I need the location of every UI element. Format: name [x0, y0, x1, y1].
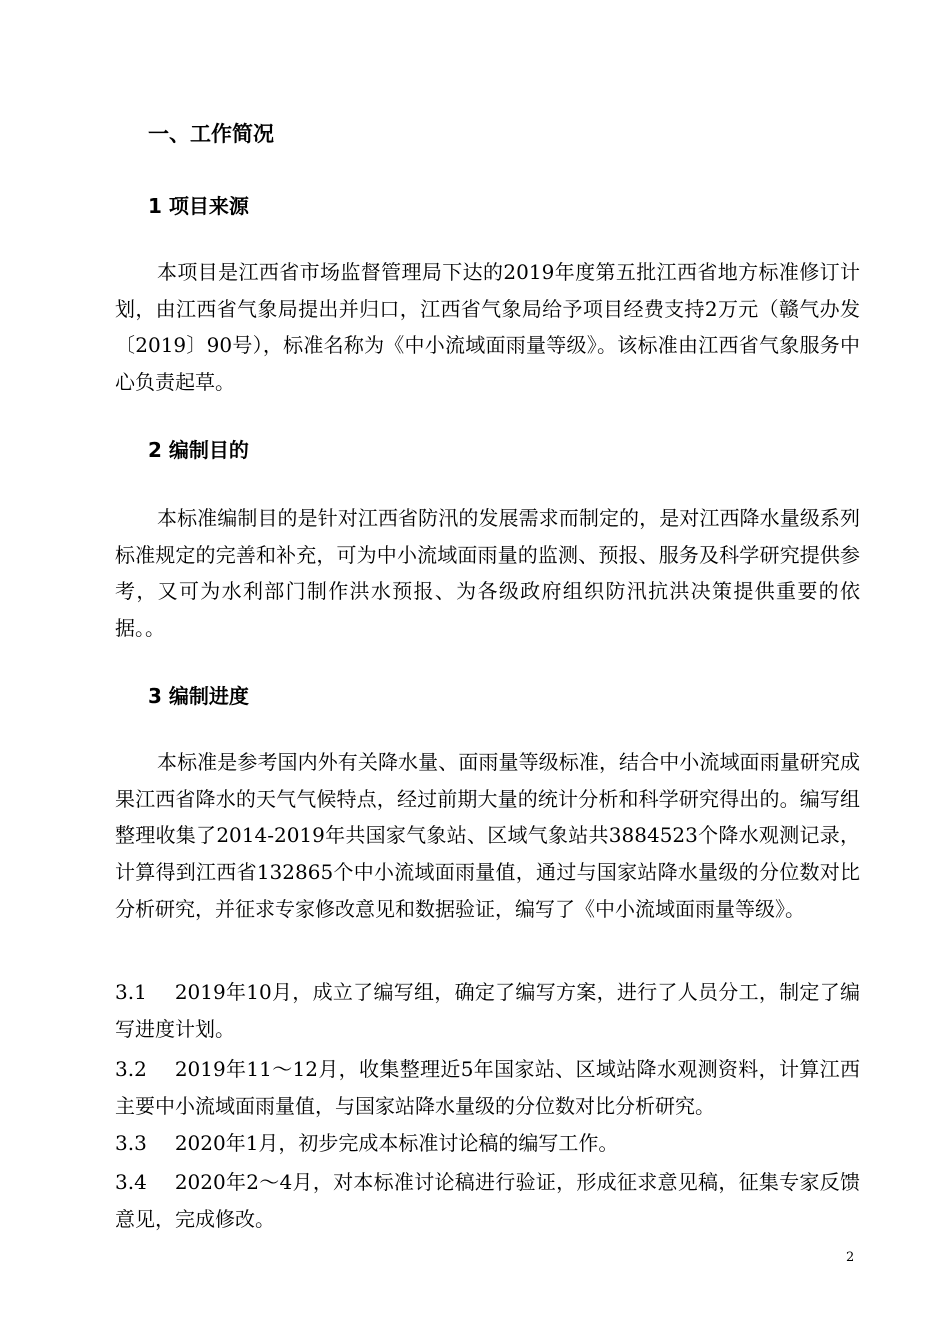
progress-item — [115, 1051, 860, 1124]
paragraph-progress: 本标准是参考国内外有关降水量、面雨量等级标准，结合中小流域面雨量研究成果江西省降水的天气气候特点，经过前期大量的统计分析和科学研究得出的。编写组整理收集了2014-2019年共国家气象站、区域气象站共3884523个降水观测记录，计算得到江西省132865个中小流域面雨量值，通过与国家站降水量级的分位数对比分析研究，并征求专家修改意见和数据验证，编写了《中小流域面雨量等级》。 — [115, 750, 860, 921]
paragraph-project-source: 本项目是江西省市场监督管理局下达的2019年度第五批江西省地方标准修订计划，由江西省气象局提出并归口，江西省气象局给予项目经费支持2万元（赣气办发〔2019〕90号），标准名称为《中小流域面雨量等级》。该标准由江西省气象服务中心负责起草。 — [115, 260, 860, 395]
progress-item — [115, 1125, 860, 1162]
progress-item-number: 3.4 — [115, 1170, 147, 1194]
progress-item-number: 3.2 — [115, 1057, 147, 1081]
progress-item-number: 3.3 — [115, 1131, 147, 1155]
heading-purpose: 2 编制目的 — [148, 438, 249, 462]
section-title: 一、工作简况 — [148, 122, 274, 146]
progress-item — [115, 974, 860, 1047]
progress-item-text: 2019年10月，成立了编写组，确定了编写方案，进行了人员分工，制定了编写进度计划。 — [115, 980, 860, 1041]
progress-item-text: 2020年1月，初步完成本标准讨论稿的编写工作。 — [174, 1131, 619, 1155]
progress-item-text: 2020年2～4月，对本标准讨论稿进行验证，形成征求意见稿，征集专家反馈意见，完成修改。 — [115, 1170, 860, 1231]
progress-item-number: 3.1 — [115, 980, 147, 1004]
paragraph-purpose: 本标准编制目的是针对江西省防汛的发展需求而制定的，是对江西降水量级系列标准规定的完善和补充，可为中小流域面雨量的监测、预报、服务及科学研究提供参考，又可为水利部门制作洪水预报、为各级政府组织防汛抗洪决策提供重要的依据。。 — [115, 506, 860, 641]
progress-item — [115, 1164, 860, 1237]
heading-progress: 3 编制进度 — [148, 684, 249, 708]
progress-item-text: 2019年11～12月，收集整理近5年国家站、区域站降水观测资料，计算江西主要中小流域面雨量值，与国家站降水量级的分位数对比分析研究。 — [115, 1057, 860, 1118]
page-number: 2 — [846, 1250, 855, 1265]
heading-project-source: 1 项目来源 — [148, 194, 249, 218]
